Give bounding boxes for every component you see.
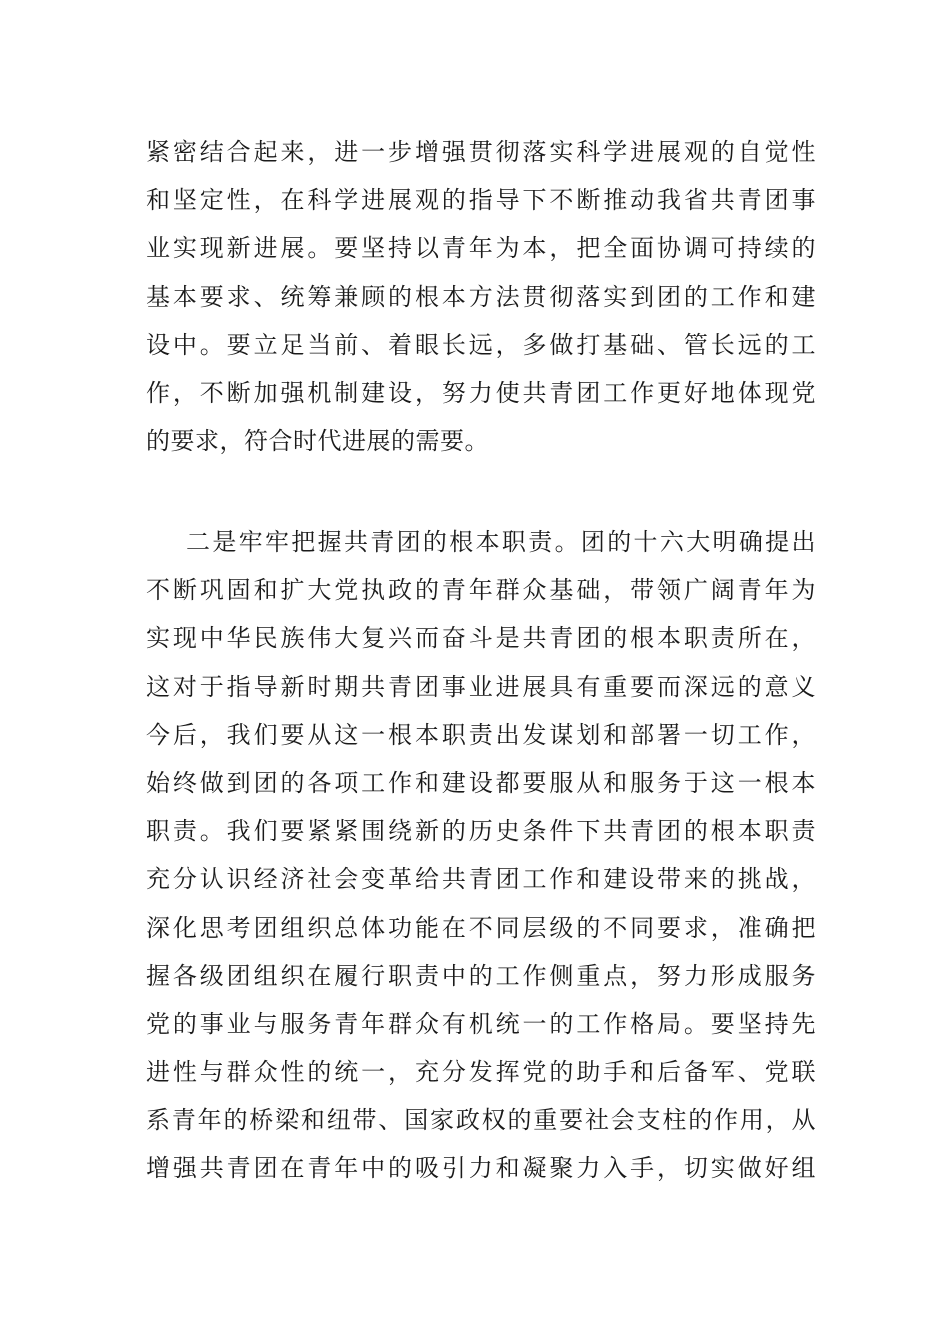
text-line: 和坚定性，在科学进展观的指导下不断推动我省共青团事 — [146, 186, 816, 215]
paragraph-1 — [146, 128, 816, 465]
text-line: 实现中华民族伟大复兴而奋斗是共青团的根本职责所在， — [146, 624, 816, 653]
text-line: 二是牢牢把握共青团的根本职责。团的十六大明确提出 — [186, 528, 816, 556]
text-line: 紧密结合起来，进一步增强贯彻落实科学进展观的自觉性 — [146, 138, 816, 166]
text-line: 设中。要立足当前、着眼长远，多做打基础、管长远的工 — [146, 330, 816, 359]
paragraph-2 — [146, 518, 816, 1193]
text-line: 职责。我们要紧紧围绕新的历史条件下共青团的根本职责 — [146, 817, 816, 846]
text-line: 增强共青团在青年中的吸引力和凝聚力入手，切实做好组 — [146, 1154, 816, 1183]
text-line: 进性与群众性的统一，充分发挥党的助手和后备军、党联 — [146, 1058, 816, 1087]
text-line: 深化思考团组织总体功能在不同层级的不同要求，准确把 — [146, 913, 816, 942]
text-line: 今后，我们要从这一根本职责出发谋划和部署一切工作， — [146, 720, 816, 749]
text-line: 的要求，符合时代进展的需要。 — [146, 427, 489, 456]
text-line: 始终做到团的各项工作和建设都要服从和服务于这一根本 — [146, 768, 816, 797]
text-line: 基本要求、统筹兼顾的根本方法贯彻落实到团的工作和建 — [146, 282, 816, 311]
text-line: 业实现新进展。要坚持以青年为本，把全面协调可持续的 — [146, 234, 816, 263]
text-line: 这对于指导新时期共青团事业进展具有重要而深远的意义 — [146, 672, 816, 701]
text-line: 不断巩固和扩大党执政的青年群众基础，带领广阔青年为 — [146, 576, 816, 605]
text-line: 党的事业与服务青年群众有机统一的工作格局。要坚持先 — [146, 1009, 816, 1038]
text-line: 系青年的桥梁和纽带、国家政权的重要社会支柱的作用，从 — [146, 1106, 816, 1135]
text-line: 作，不断加强机制建设，努力使共青团工作更好地体现党 — [146, 378, 816, 407]
text-line: 握各级团组织在履行职责中的工作侧重点，努力形成服务 — [146, 961, 816, 990]
text-line: 充分认识经济社会变革给共青团工作和建设带来的挑战， — [146, 865, 816, 894]
